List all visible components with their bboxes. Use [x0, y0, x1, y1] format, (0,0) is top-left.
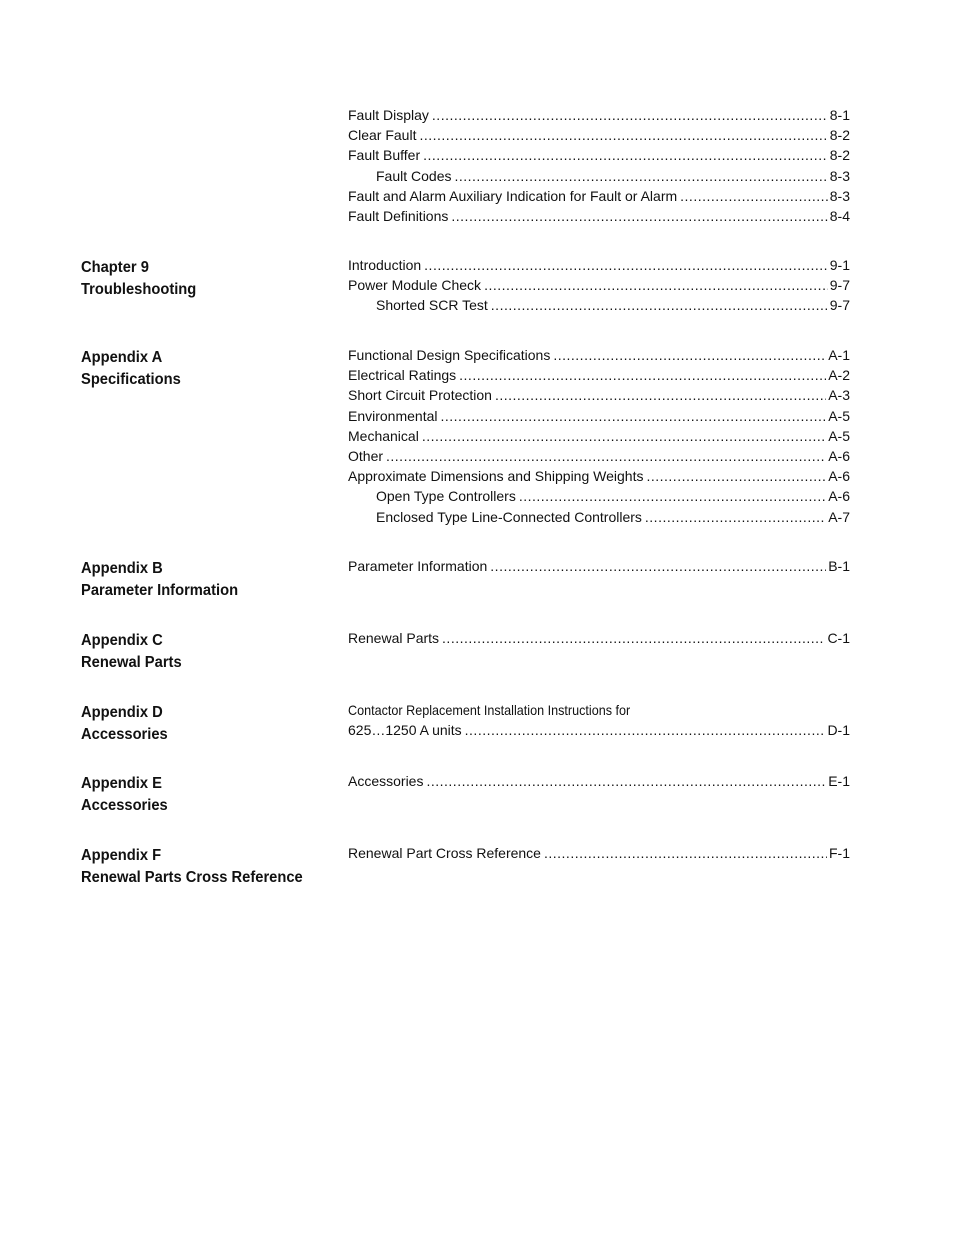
entry-title: Renewal Parts: [348, 630, 440, 646]
section-heading: [81, 845, 311, 888]
entry-page: 9-1: [829, 257, 850, 273]
entry-title: Enclosed Type Line-Connected Controllers: [376, 508, 642, 525]
section-heading: [81, 630, 311, 673]
entry-title: Accessories: [348, 773, 424, 789]
toc-entry[interactable]: [348, 188, 850, 208]
entry-title: Open Type Controllers: [376, 488, 516, 505]
toc-entries: [348, 347, 850, 529]
toc-entry[interactable]: [348, 722, 850, 742]
section-heading: [81, 257, 311, 300]
entry-page: 8-2: [829, 147, 850, 164]
entry-title: Introduction: [348, 257, 422, 273]
toc-entries: [348, 630, 850, 650]
entry-title: Fault Definitions: [348, 207, 449, 224]
entry-title: Shorted SCR Test: [376, 297, 488, 314]
heading-title: Accessories: [81, 725, 168, 743]
entry-page: 8-3: [829, 167, 850, 184]
toc-entries: [348, 107, 850, 228]
toc-entry[interactable]: [348, 773, 850, 793]
entry-page: 9-7: [829, 277, 850, 294]
toc-entry[interactable]: [348, 845, 850, 865]
toc-entry[interactable]: [348, 468, 850, 488]
toc-subentry[interactable]: [348, 488, 850, 508]
toc-entries: [348, 773, 850, 793]
entry-page: 8-1: [829, 107, 850, 123]
entry-page: E-1: [828, 773, 850, 789]
toc-entry[interactable]: [348, 127, 850, 147]
entry-page: A-2: [828, 367, 850, 384]
entry-page: A-1: [828, 347, 850, 363]
entry-page: 8-3: [829, 187, 850, 204]
heading-number: Appendix C: [81, 632, 163, 649]
toc-entry[interactable]: [348, 147, 850, 167]
heading-number: Appendix B: [81, 560, 163, 577]
toc-entry[interactable]: [348, 448, 850, 468]
entry-title: Clear Fault: [348, 127, 417, 144]
entry-title: Mechanical: [348, 427, 419, 444]
entry-title: Fault Buffer: [348, 147, 421, 164]
entry-title: Functional Design Specifications: [348, 347, 551, 363]
entry-page: 8-2: [829, 127, 850, 144]
toc-entries: [348, 845, 850, 865]
entry-page: A-5: [828, 407, 850, 424]
toc-entries: [348, 558, 850, 578]
entry-title: Electrical Ratings: [348, 367, 457, 384]
toc-entry[interactable]: [348, 367, 850, 387]
toc-entry[interactable]: [348, 257, 850, 277]
heading-number: Appendix F: [81, 847, 162, 864]
section-heading: [81, 773, 311, 816]
heading-number: Chapter 9: [81, 259, 149, 276]
toc-entry[interactable]: [348, 208, 850, 228]
entry-page: 8-4: [829, 207, 850, 224]
toc-subentry[interactable]: [348, 168, 850, 188]
entry-page: F-1: [829, 845, 850, 861]
entry-title: Other: [348, 447, 384, 464]
toc-entry[interactable]: [348, 277, 850, 297]
heading-title: Accessories: [81, 796, 168, 814]
toc-entry[interactable]: [348, 107, 850, 127]
toc-entries: [348, 702, 850, 742]
toc-entry[interactable]: [348, 630, 850, 650]
heading-title: Troubleshooting: [81, 280, 197, 298]
toc-entry[interactable]: [348, 347, 850, 367]
entry-title: Short Circuit Protection: [348, 387, 492, 404]
entry-title: Approximate Dimensions and Shipping Weights: [348, 468, 644, 485]
entry-page: B-1: [828, 558, 850, 574]
toc-entry[interactable]: [348, 428, 850, 448]
section-heading: [81, 702, 311, 745]
section-heading: [81, 347, 311, 390]
heading-number: Appendix A: [81, 349, 163, 366]
section-heading: [81, 558, 311, 601]
entry-title: Parameter Information: [348, 558, 488, 574]
entry-page: A-7: [828, 508, 850, 525]
entry-page: A-6: [828, 488, 850, 505]
entry-title: Environmental: [348, 407, 438, 424]
heading-title: Renewal Parts: [81, 653, 182, 671]
entry-page: A-6: [828, 468, 850, 485]
toc-entry[interactable]: [348, 408, 850, 428]
heading-title: Specifications: [81, 370, 181, 388]
entry-title: Power Module Check: [348, 277, 482, 294]
toc-entry[interactable]: [348, 558, 850, 578]
heading-number: Appendix E: [81, 775, 162, 792]
toc-subentry[interactable]: [348, 509, 850, 529]
entry-title: Fault Codes: [376, 167, 452, 184]
heading-number: Appendix D: [81, 704, 163, 721]
entry-title: Fault and Alarm Auxiliary Indication for Fault or Alarm: [348, 187, 678, 204]
entry-page: C-1: [827, 630, 850, 646]
entry-page: A-5: [828, 427, 850, 444]
toc-entry[interactable]: [348, 387, 850, 407]
entry-page: A-6: [828, 447, 850, 464]
heading-title: Parameter Information: [81, 581, 239, 599]
toc-entry-lead: Contactor Replacement Installation Instructions for: [348, 702, 631, 718]
entry-page: D-1: [827, 722, 850, 739]
toc-subentry[interactable]: [348, 297, 850, 317]
entry-title: Fault Display: [348, 107, 429, 123]
entry-title: Renewal Part Cross Reference: [348, 845, 541, 861]
entry-title: 625…1250 A units: [348, 722, 462, 739]
entry-page: A-3: [828, 387, 850, 404]
heading-title: Renewal Parts Cross Reference: [81, 868, 303, 886]
toc-entries: [348, 257, 850, 318]
entry-page: 9-7: [829, 297, 850, 314]
